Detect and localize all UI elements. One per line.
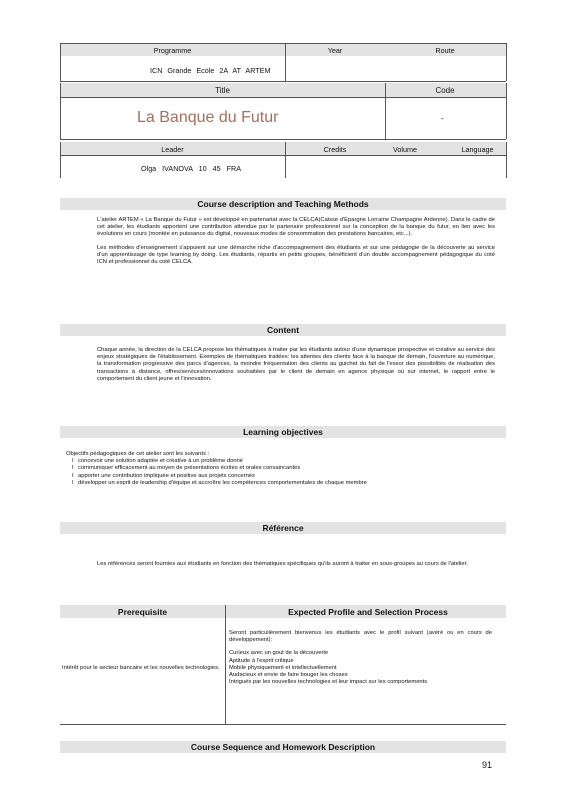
objective-item: I développer un esprit de leadership d'équipe et accroître les compétences comportementales de chaque membre [66,480,494,487]
learning-objectives-text [66,451,494,487]
code-value: - [441,114,444,123]
leader-label: Leader [161,145,184,154]
leader-value: Olga IVANOVA 10 45 FRA [141,164,242,173]
profile-trait: Curieux avec un gout de la découverte [229,650,329,657]
language-label: Language [461,145,494,154]
profile-trait: Aptitude à l'esprit critique [229,657,294,664]
course-description-title: Course description and Teaching Methods [60,198,506,210]
volume-label: Volume [393,145,417,154]
objective-item: I concevoir une solution adaptée et créative à un problème donné [66,458,494,465]
programme-value: ICN Grande Ecole 2A AT ARTEM [150,66,271,75]
route-label: Route [435,46,455,55]
reference-text: Les références seront fournies aux étudiants en fonction des thématiques spécifiques qu'ils auront à traiter en sous-groupes au cours de l'atelier. [97,561,468,567]
programme-label: Programme [153,46,192,55]
title-label: Title [215,86,230,95]
content-text: Chaque année, la direction de la CELCA propose les thématiques à traiter par les étudiants autour d'une dynamique prospective et créative au service des enjeux stratégiques de l'établissement. Exemples de thématiques traitées: les attentes des clients face à la banque de demain, l'ouverture au numérique, la transformation progressive des parcs d'agences, la moindre fréquentation des clients au guichet du fait de l'essor des possibilités de réalisation des transactions à distance, offres/services/innovations souhaitées par le client de demain en agence physique ou sur internet, le rapport entre le comportement du client jeune et l'innovation. [97,347,495,382]
expected-profile-title: Expected Profile and Selection Process [288,607,448,617]
reference-title: Référence [60,522,506,534]
expected-profile-text [229,630,492,686]
page-number: 91 [482,760,493,770]
profile-trait: Mobile physiquement et intellectuellement [229,664,337,671]
course-description-p2: Les méthodes d'enseignement s'appuient sur une démarche riche d'accompagnement des étudiants et sur une pédagogie de la découverte au service d'un apprentissage de type learning by doing. Les étudiants, répartis en petits groupes, bénéficient d'un double accompagnement pédagogique du coté ICN et professionnel du coté CELCA. [97,244,495,266]
credits-label: Credits [323,145,347,154]
course-title: La Banque du Futur [137,109,279,126]
prerequisite-text: Intérêt pour le secteur bancaire et les nouvelles technologies. [62,665,220,671]
code-label: Code [435,86,455,95]
course-sequence-title: Course Sequence and Homework Description [60,741,506,753]
objective-item: I communiquer efficacement au moyen de présentations écrites et orales convaincantes [66,465,494,472]
objectives-list [66,458,494,487]
course-description-text [97,217,495,272]
objectives-intro: Objectifs pédagogiques de cet atelier sont les suivants : [66,451,210,457]
profile-trait: Intrigués par les nouvelles technologies et leur impact sur les comportements [229,679,428,686]
profile-trait: Audacieux et envie de faire bouger les choses [229,672,348,679]
course-description-p1: L'atelier ARTEM « La Banque du Futur » est développé en partenariat avec la CELCA(Caisse d'Epargne Lorraine Champagne Ardenne). Dans le cadre de cet atelier, les étudiants apportent une contribution attendue par le partenaire professionnel sur la conception de la banque du futur, en lien avec les évolutions en cours (montée en puissance du digital, nouveaux modes de consommation des prestations bancaires, etc...). [97,217,495,238]
objective-item: I apporter une contribution impliquée et positive aux projets concernés [66,473,494,480]
prerequisite-title: Prerequisite [117,607,168,617]
content-title: Content [60,324,506,336]
year-label: Year [327,46,343,55]
expected-profile-intro: Seront particulièrement bienvenus les étudiants avec le profil suivant (avéré ou en cours de développement): [229,630,492,644]
learning-objectives-title: Learning objectives [60,426,506,438]
